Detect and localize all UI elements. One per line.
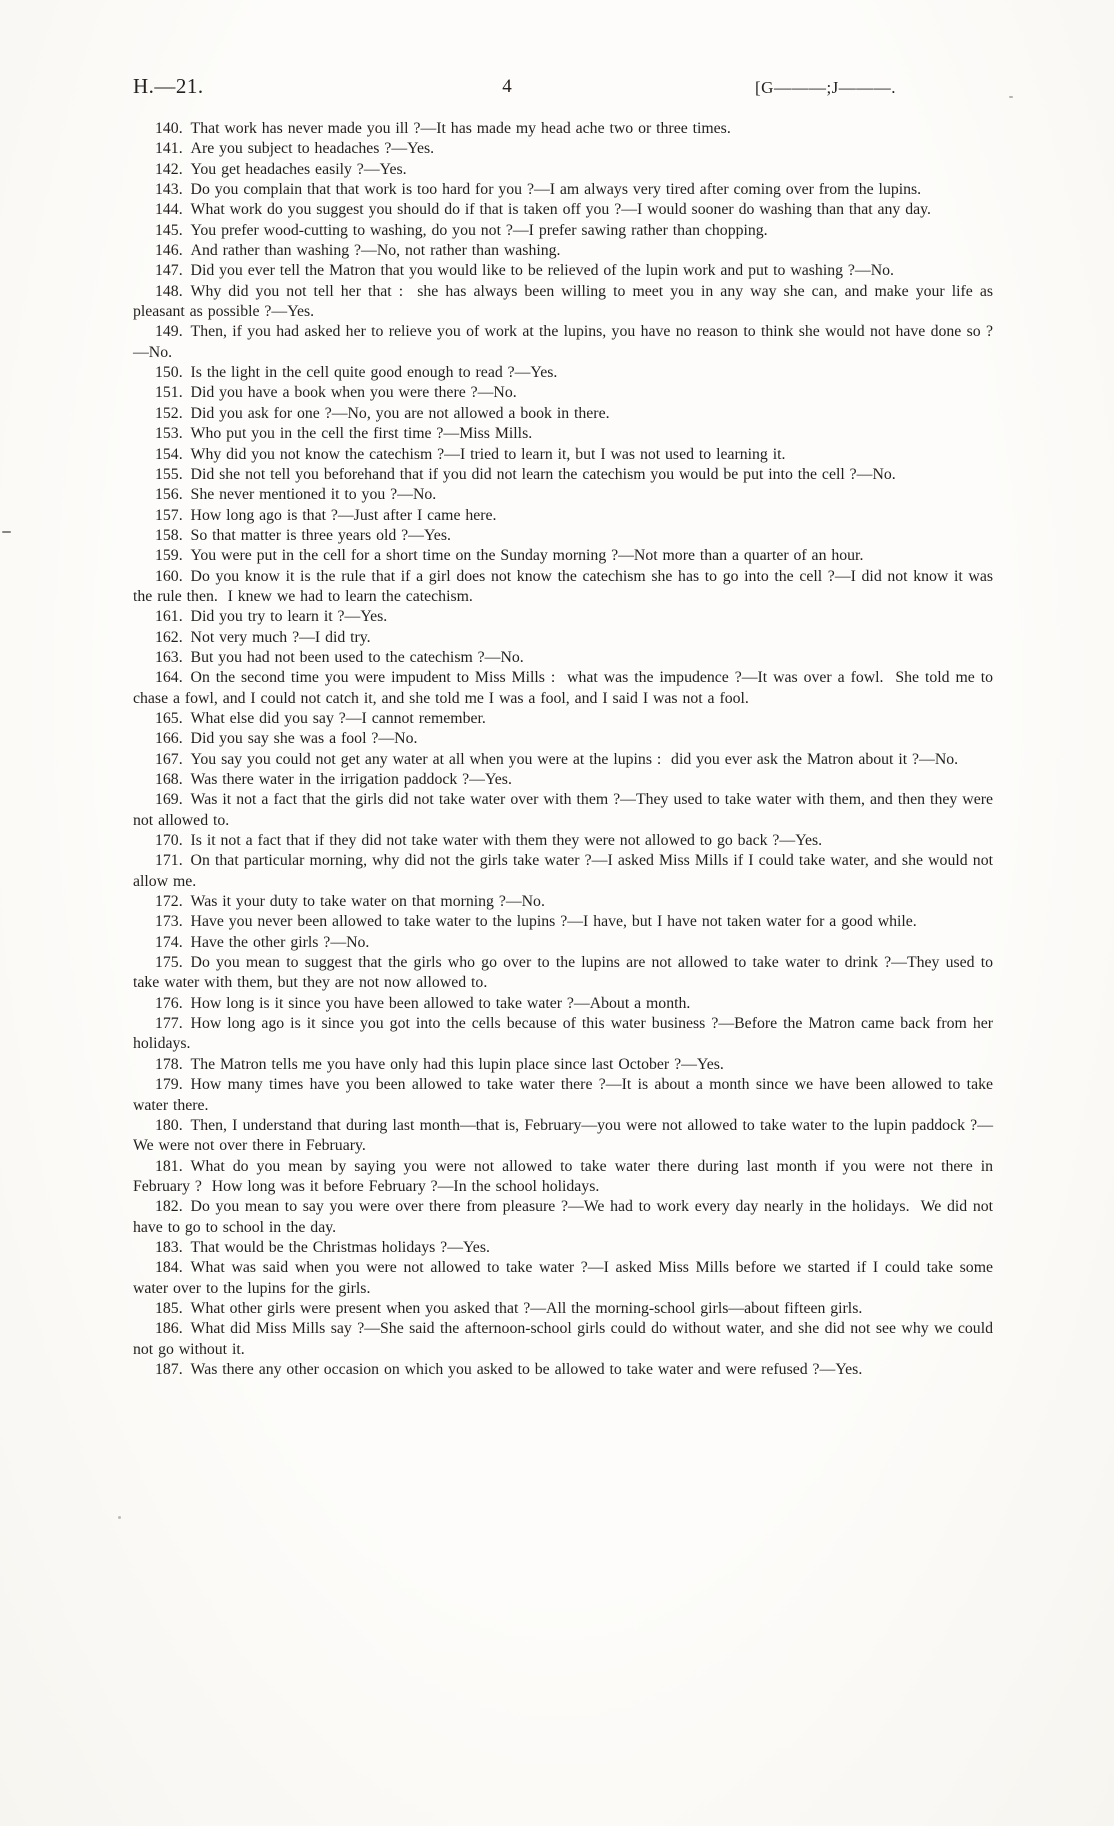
qa-paragraph <box>133 241 993 261</box>
question-number: 146. <box>155 242 183 260</box>
qa-text: Have the other girls ?—No. <box>190 933 370 951</box>
qa-text: The Matron tells me you have only had this lupin place since last October ?—Yes. <box>190 1055 724 1073</box>
question-number: 158. <box>155 526 183 544</box>
qa-text: What do you mean by saying you were not allowed to take water there during last month if you were not there in February ? How long was it before February ?—In the school holidays. <box>133 1157 993 1195</box>
question-number: 145. <box>155 221 183 239</box>
qa-text: What did Miss Mills say ?—She said the afternoon-school girls could do without water, and she did not see why we could not go without it. <box>133 1320 993 1358</box>
qa-paragraph <box>133 1116 993 1157</box>
question-number: 159. <box>155 547 183 565</box>
qa-paragraph <box>133 831 993 851</box>
question-number: 151. <box>155 384 183 402</box>
qa-paragraph <box>133 668 993 709</box>
qa-paragraph <box>133 709 993 729</box>
qa-text: What else did you say ?—I cannot remember. <box>190 709 486 727</box>
question-number: 141. <box>155 140 183 158</box>
question-number: 174. <box>155 933 183 951</box>
question-number: 167. <box>155 750 183 768</box>
question-number: 153. <box>155 425 183 443</box>
question-number: 161. <box>155 608 183 626</box>
qa-paragraph <box>133 139 993 159</box>
question-number: 149. <box>155 323 183 341</box>
qa-text: How long ago is it since you got into the cells because of this water business ?—Before the Matron came back from her holidays. <box>133 1015 993 1053</box>
qa-paragraph <box>133 729 993 749</box>
qa-paragraph <box>133 750 993 770</box>
qa-text: Did you ask for one ?—No, you are not allowed a book in there. <box>190 404 610 422</box>
qa-paragraph <box>133 282 993 323</box>
qa-paragraph <box>133 322 993 363</box>
question-number: 184. <box>155 1259 183 1277</box>
qa-paragraph <box>133 607 993 627</box>
question-number: 182. <box>155 1198 183 1216</box>
question-number: 168. <box>155 771 183 788</box>
question-number: 140. <box>155 120 183 137</box>
report-number: H.—21. <box>133 74 204 98</box>
qa-text: What work do you suggest you should do if that is taken off you ?—I would sooner do washing than that any day. <box>190 201 931 219</box>
question-number: 179. <box>155 1076 183 1094</box>
question-number: 186. <box>155 1320 183 1338</box>
scan-speck <box>1009 96 1013 98</box>
qa-paragraph <box>133 1055 993 1075</box>
qa-text: Do you mean to suggest that the girls who go over to the lupins are not allowed to take water to drink ?—They used to take water with them, but they are not now allowed to. <box>133 954 993 992</box>
question-number: 170. <box>155 832 183 850</box>
witness-reference: [G———;J———. <box>755 78 897 97</box>
qa-paragraph <box>133 628 993 648</box>
question-number: 162. <box>155 628 183 646</box>
qa-text: Then, if you had asked her to relieve you of work at the lupins, you have no reason to think she would not have done so ?—No. <box>133 323 993 361</box>
qa-text: Why did you not tell her that : she has always been willing to meet you in any way she can, and make your life as pleasant as possible ?—Yes. <box>133 282 993 321</box>
question-number: 171. <box>155 852 183 870</box>
question-number: 176. <box>155 994 183 1012</box>
qa-text: Do you know it is the rule that if a girl does not know the catechism she has to go into the cell ?—I did not know it was the rule then. I knew we had to learn the catechism. <box>133 567 993 605</box>
qa-text: Did you try to learn it ?—Yes. <box>190 608 388 626</box>
qa-text: And rather than washing ?—No, not rather than washing. <box>190 242 561 260</box>
qa-paragraph <box>133 506 993 526</box>
qa-text: Is the light in the cell quite good enough to read ?—Yes. <box>190 364 558 382</box>
qa-paragraph <box>133 567 993 608</box>
qa-paragraph <box>133 1299 993 1319</box>
qa-text: That would be the Christmas holidays ?—Yes. <box>190 1238 490 1256</box>
qa-text: On that particular morning, why did not the girls take water ?—I asked Miss Mills if I could take water, and she would not allow me. <box>133 852 993 890</box>
qa-paragraph <box>133 424 993 444</box>
qa-paragraph <box>133 790 993 831</box>
qa-text: Was there any other occasion on which you asked to be allowed to take water and were refused ?—Yes. <box>190 1360 863 1378</box>
qa-paragraph <box>133 119 993 139</box>
question-number: 156. <box>155 486 183 504</box>
qa-paragraph <box>133 445 993 465</box>
question-number: 157. <box>155 506 183 524</box>
qa-text: You get headaches easily ?—Yes. <box>190 160 407 178</box>
question-number: 178. <box>155 1055 183 1073</box>
question-number: 142. <box>155 160 183 178</box>
question-number: 163. <box>155 648 183 666</box>
question-number: 177. <box>155 1015 183 1033</box>
scan-speck <box>118 1516 121 1519</box>
qa-paragraph <box>133 892 993 912</box>
question-number: 181. <box>155 1157 183 1175</box>
question-number: 183. <box>155 1238 183 1256</box>
qa-text: Did you say she was a fool ?—No. <box>190 730 418 748</box>
qa-text: She never mentioned it to you ?—No. <box>190 486 437 504</box>
qa-text: That work has never made you ill ?—It has made my head ache two or three times. <box>190 120 731 137</box>
qa-paragraph <box>133 770 993 790</box>
qa-paragraph <box>133 1075 993 1116</box>
qa-paragraph <box>133 160 993 180</box>
qa-text: How long is it since you have been allowed to take water ?—About a month. <box>190 994 691 1012</box>
qa-paragraph <box>133 404 993 424</box>
qa-paragraph <box>133 200 993 220</box>
qa-text: Did she not tell you beforehand that if you did not learn the catechism you would be put into the cell ?—No. <box>190 465 896 483</box>
qa-text: Have you never been allowed to take water to the lupins ?—I have, but I have not taken water for a good while. <box>190 913 917 931</box>
qa-text: But you had not been used to the catechism ?—No. <box>190 648 524 666</box>
qa-paragraph <box>133 485 993 505</box>
qa-text: Is it not a fact that if they did not take water with them they were not allowed to go back ?—Yes. <box>190 832 823 850</box>
page-number: 4 <box>502 76 512 97</box>
qa-paragraph <box>133 953 993 994</box>
question-number: 148. <box>155 282 183 300</box>
testimony-text <box>133 119 993 1380</box>
qa-text: What other girls were present when you asked that ?—All the morning-school girls—about fifteen girls. <box>190 1299 863 1317</box>
scan-speck <box>2 531 11 533</box>
qa-text: Do you mean to say you were over there from pleasure ?—We had to work every day nearly in the holidays. We did not have to go to school in the day. <box>133 1198 993 1236</box>
qa-text: Was there water in the irrigation paddock ?—Yes. <box>190 771 512 788</box>
qa-paragraph <box>133 1238 993 1258</box>
qa-text: Are you subject to headaches ?—Yes. <box>190 140 435 158</box>
qa-text: Was it your duty to take water on that morning ?—No. <box>190 893 545 911</box>
qa-paragraph <box>133 1258 993 1299</box>
question-number: 147. <box>155 262 183 280</box>
qa-text: How many times have you been allowed to take water there ?—It is about a month since we have been allowed to take water there. <box>133 1076 993 1114</box>
question-number: 173. <box>155 913 183 931</box>
qa-paragraph <box>133 912 993 932</box>
qa-text: Did you ever tell the Matron that you would like to be relieved of the lupin work and put to washing ?—No. <box>190 262 894 280</box>
qa-paragraph <box>133 1014 993 1055</box>
qa-paragraph <box>133 1360 993 1380</box>
qa-text: How long ago is that ?—Just after I came here. <box>190 506 497 524</box>
qa-paragraph <box>133 261 993 281</box>
question-number: 154. <box>155 445 183 463</box>
qa-paragraph <box>133 1197 993 1238</box>
question-number: 180. <box>155 1116 183 1134</box>
qa-text: Do you complain that that work is too hard for you ?—I am always very tired after coming over from the lupins. <box>190 181 922 199</box>
question-number: 185. <box>155 1299 183 1317</box>
qa-text: On the second time you were impudent to Miss Mills : what was the impudence ?—It was over a fowl. She told me to chase a fowl, and I could not catch it, and she told me I was a fool, and I said I was not a fool. <box>133 669 993 707</box>
qa-paragraph <box>133 180 993 200</box>
question-number: 143. <box>155 181 183 199</box>
qa-paragraph <box>133 1157 993 1198</box>
question-number: 187. <box>155 1360 183 1378</box>
question-number: 175. <box>155 954 183 972</box>
qa-paragraph <box>133 851 993 892</box>
qa-text: You were put in the cell for a short time on the Sunday morning ?—Not more than a quarter of an hour. <box>190 547 864 565</box>
qa-paragraph <box>133 933 993 953</box>
qa-paragraph <box>133 363 993 383</box>
question-number: 155. <box>155 465 183 483</box>
question-number: 160. <box>155 567 183 585</box>
qa-text: Then, I understand that during last month—that is, February—you were not allowed to take water to the lupin paddock ?—We were not over there in February. <box>133 1116 993 1155</box>
qa-paragraph <box>133 221 993 241</box>
page-header <box>133 74 993 108</box>
question-number: 164. <box>155 669 183 687</box>
question-number: 150. <box>155 364 183 382</box>
qa-text: So that matter is three years old ?—Yes. <box>190 526 451 544</box>
qa-text: Why did you not know the catechism ?—I tried to learn it, but I was not used to learning it. <box>190 445 786 463</box>
qa-paragraph <box>133 546 993 566</box>
qa-text: Did you have a book when you were there ?—No. <box>190 384 517 402</box>
qa-text: You prefer wood-cutting to washing, do you not ?—I prefer sawing rather than chopping. <box>190 221 768 239</box>
question-number: 172. <box>155 893 183 911</box>
question-number: 152. <box>155 404 183 422</box>
question-number: 166. <box>155 730 183 748</box>
qa-paragraph <box>133 1319 993 1360</box>
qa-text: Was it not a fact that the girls did not take water over with them ?—They used to take water with them, and then they were not allowed to. <box>133 791 993 829</box>
question-number: 144. <box>155 201 183 219</box>
qa-paragraph <box>133 648 993 668</box>
qa-paragraph <box>133 465 993 485</box>
question-number: 169. <box>155 791 183 809</box>
question-number: 165. <box>155 709 183 727</box>
qa-paragraph <box>133 994 993 1014</box>
qa-paragraph <box>133 383 993 403</box>
qa-paragraph <box>133 526 993 546</box>
qa-text: Who put you in the cell the first time ?—Miss Mills. <box>190 425 533 443</box>
qa-text: Not very much ?—I did try. <box>190 628 371 646</box>
qa-text: What was said when you were not allowed to take water ?—I asked Miss Mills before we started if I could take some water over to the lupins for the girls. <box>133 1259 993 1297</box>
qa-text: You say you could not get any water at all when you were at the lupins : did you ever ask the Matron about it ?—No. <box>190 750 959 768</box>
